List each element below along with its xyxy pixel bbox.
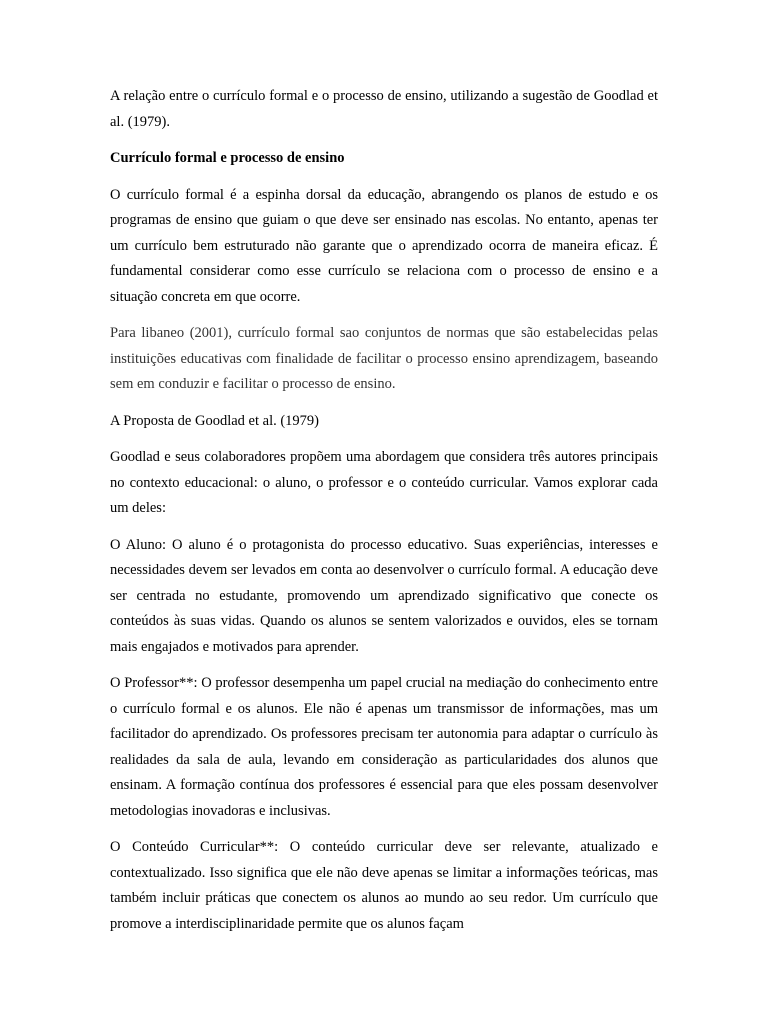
paragraph-curriculo-formal: O currículo formal é a espinha dorsal da educação, abrangendo os planos de estudo e os programas de ensino que guiam o que deve ser ensinado nas escolas. No entanto, apenas ter um currículo bem estruturado não garante que o aprendizado ocorra de maneira eficaz. É fundamental considerar como esse currículo se relaciona com o processo de ensino e a situação concreta em que ocorre.: [110, 186, 658, 305]
section-heading-curriculo-formal: Currículo formal e processo de ensino: [110, 150, 345, 166]
paragraph-professor: O Professor**: O professor desempenha um papel crucial na mediação do conhecimento entre o currículo formal e os alunos. Ele não é apenas um transmissor de informações, mas um facilitador do aprendizado. Os professores precisam ter autonomia para adaptar o currículo às realidades da sala de aula, levando em consideração as particularidades dos alunos que ensinam. A formação contínua dos professores é essencial para que eles possam desenvolver metodologias inovadoras e inclusivas.: [110, 675, 658, 819]
section-heading-proposta-goodlad: A Proposta de Goodlad et al. (1979): [110, 412, 320, 429]
paragraph-conteudo-curricular: O Conteúdo Curricular**: O conteúdo curricular deve ser relevante, atualizado e contextualizado. Isso significa que ele não deve apenas se limitar a informações teóricas, mas também incluir práticas que conectem os alunos ao mundo ao seu redor. Um currículo que promove a interdisciplinaridade permite que os alunos façam: [110, 839, 658, 932]
paragraph-aluno: O Aluno: O aluno é o protagonista do processo educativo. Suas experiências, interesses e necessidades devem ser levados em conta ao desenvolver o currículo formal. A educação deve ser centrada no estudante, promovendo um aprendizado significativo que conecte os conteúdos às suas vidas. Quando os alunos se sentem valorizados e ouvidos, eles se tornam mais engajados e motivados para aprender.: [110, 536, 658, 655]
paragraph-goodlad-abordagem: Goodlad e seus colaboradores propõem uma abordagem que considera três autores principais no contexto educacional: o aluno, o professor e o conteúdo curricular. Vamos explorar cada um deles:: [110, 449, 658, 516]
intro-paragraph: A relação entre o currículo formal e o processo de ensino, utilizando a sugestão de Goodlad et al. (1979).: [110, 88, 658, 130]
paragraph-libaneo: Para libaneo (2001), currículo formal sao conjuntos de normas que são estabelecidas pelas instituições educativas com finalidade de facilitar o processo ensino aprendizagem, baseando sem em conduzir e facilitar o processo de ensino.: [110, 325, 658, 392]
document-page: [110, 84, 658, 948]
